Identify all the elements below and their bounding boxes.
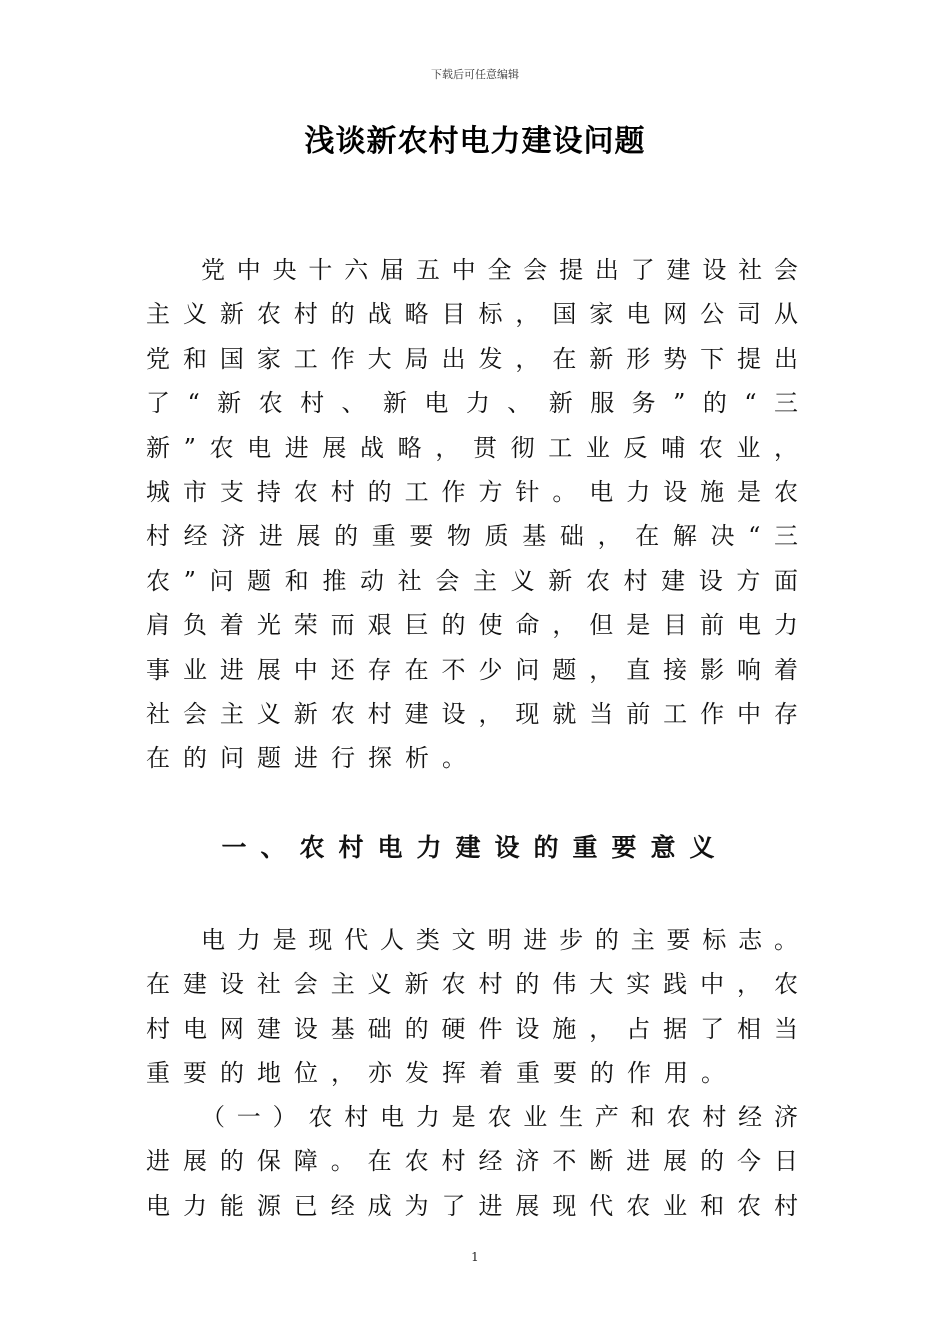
- text-line: 肩负着光荣而艰巨的使命，但是目前电力: [146, 611, 798, 640]
- text-line: 进展的保障。在农村经济不断进展的今日: [146, 1147, 798, 1176]
- text-line: 新”农电进展战略，贯彻工业反哺农业，: [146, 433, 798, 462]
- text-line: 党和国家工作大局出发，在新形势下提出: [146, 344, 798, 373]
- paragraph-intro: [146, 248, 798, 781]
- text-line: 在建设社会主义新农村的伟大实践中，农: [146, 970, 798, 999]
- text-line: 社会主义新农村建设，现就当前工作中存: [146, 699, 798, 728]
- text-line: 农”问题和推动社会主义新农村建设方面: [146, 566, 798, 595]
- text-line: 党中央十六届五中全会提出了建设社会: [201, 256, 798, 284]
- text-line: 在的问题进行探析。: [146, 744, 479, 773]
- page-number: 1: [471, 1250, 479, 1264]
- paragraph-subsection-1: [146, 1095, 798, 1228]
- paragraph-significance: [146, 918, 798, 1096]
- text-line: 主义新农村的战略目标，国家电网公司从: [146, 300, 798, 329]
- text-line: （一）农村电力是农业生产和农村经济: [201, 1103, 798, 1131]
- text-line: 城市支持农村的工作方针。电力设施是农: [146, 477, 798, 506]
- text-line: 电力能源已经成为了进展现代农业和农村: [146, 1191, 798, 1220]
- text-line: 村经济进展的重要物质基础，在解决“三: [146, 522, 798, 551]
- document-title: 浅谈新农村电力建设问题: [304, 124, 646, 159]
- text-line: 了“新农村、新电力、新服务”的“三: [146, 389, 798, 418]
- section-heading: 一、农村电力建设的重要意义: [221, 833, 729, 862]
- header-note: 下载后可任意编辑: [431, 68, 519, 81]
- text-line: 村电网建设基础的硬件设施，占据了相当: [146, 1014, 798, 1043]
- text-line: 电力是现代人类文明进步的主要标志。: [201, 926, 798, 954]
- text-line: 事业进展中还存在不少问题，直接影响着: [146, 655, 798, 684]
- text-line: 重要的地位，亦发挥着重要的作用。: [146, 1059, 738, 1088]
